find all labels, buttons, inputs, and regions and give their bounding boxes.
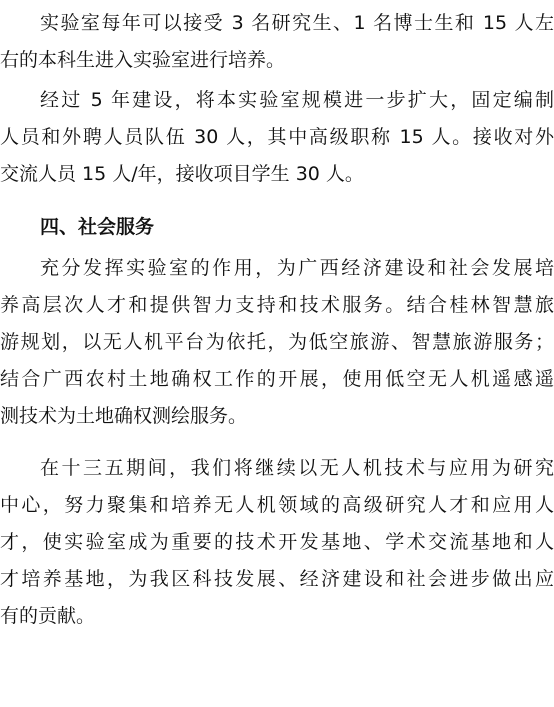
text-line: 人员和外聘人员队伍 30 人，其中高级职称 15 人。接收对外 bbox=[0, 126, 554, 148]
paragraph-lab-capacity bbox=[0, 5, 554, 79]
text-line: 交流人员 15 人/年，接收项目学生 30 人。 bbox=[0, 163, 364, 185]
text-line: 经过 5 年建设，将本实验室规模进一步扩大，固定编制 bbox=[40, 89, 554, 111]
text-line: 测技术为土地确权测绘服务。 bbox=[0, 405, 248, 427]
text-line: 才，使实验室成为重要的技术开发基地、学术交流基地和人 bbox=[0, 531, 554, 553]
text-line: 游规划，以无人机平台为依托，为低空旅游、智慧旅游服务； bbox=[0, 331, 554, 353]
text-line: 有的贡献。 bbox=[0, 605, 96, 627]
text-line: 充分发挥实验室的作用，为广西经济建设和社会发展培 bbox=[40, 257, 554, 279]
text-line: 实验室每年可以接受 3 名研究生、1 名博士生和 15 人左 bbox=[40, 12, 554, 34]
text-line: 右的本科生进入实验室进行培养。 bbox=[0, 49, 286, 71]
text-line: 才培养基地，为我区科技发展、经济建设和社会进步做出应 bbox=[0, 568, 554, 590]
paragraph-lab-expansion bbox=[0, 82, 554, 193]
section-heading: 四、社会服务 bbox=[40, 216, 155, 238]
text-line: 中心，努力聚集和培养无人机领域的高级研究人才和应用人 bbox=[0, 494, 554, 516]
text-line: 养高层次人才和提供智力支持和技术服务。结合桂林智慧旅 bbox=[0, 294, 554, 316]
text-line: 结合广西农村土地确权工作的开展，使用低空无人机遥感遥 bbox=[0, 368, 554, 390]
paragraph-social-service bbox=[0, 250, 554, 435]
paragraph-five-year-plan bbox=[0, 450, 554, 635]
text-line: 在十三五期间，我们将继续以无人机技术与应用为研究 bbox=[40, 457, 554, 479]
